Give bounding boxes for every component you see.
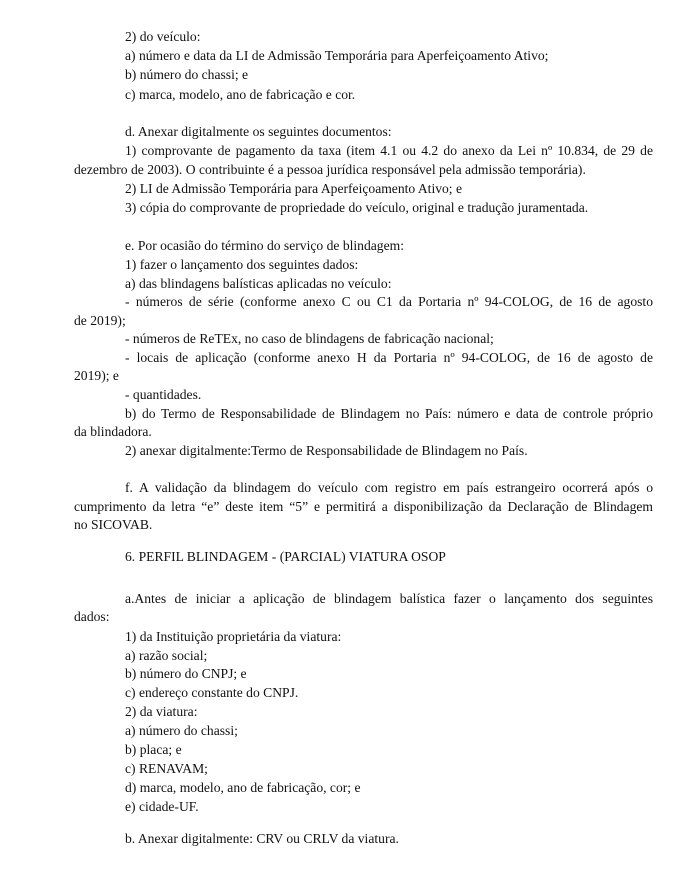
text-line: 3) cópia do comprovante de propriedade do veículo, original e tradução juramentada. bbox=[125, 200, 589, 215]
text-line: b) placa; e bbox=[125, 742, 182, 757]
text-line: c) RENAVAM; bbox=[125, 761, 208, 776]
text-line: a) das blindagens balísticas aplicadas no veículo: bbox=[125, 276, 392, 291]
text-line: d. Anexar digitalmente os seguintes documentos: bbox=[125, 124, 392, 139]
text-line: - números de ReTEx, no caso de blindagens de fabricação nacional; bbox=[125, 331, 494, 346]
text-line: b) do Termo de Responsabilidade de Blindagem no País: número e data de controle próprio bbox=[125, 406, 653, 421]
text-line: e. Por ocasião do término do serviço de blindagem: bbox=[125, 238, 404, 253]
text-line: 1) fazer o lançamento dos seguintes dados: bbox=[125, 257, 359, 272]
text-line: - números de série (conforme anexo C ou C1 da Portaria nº 94-COLOG, de 16 de agosto bbox=[125, 294, 653, 309]
text-line: 1) da Instituição proprietária da viatura: bbox=[125, 629, 342, 644]
text-line: 2019); e bbox=[74, 368, 119, 383]
text-line: - quantidades. bbox=[125, 387, 202, 402]
text-line: a) razão social; bbox=[125, 648, 208, 663]
text-line: no SICOVAB. bbox=[74, 517, 153, 532]
text-line: cumprimento da letra “e” deste item “5” e permitirá a disponibilização da Declaração de Blindagem bbox=[74, 499, 653, 514]
text-line: c) endereço constante do CNPJ. bbox=[125, 685, 299, 700]
text-line: f. A validação da blindagem do veículo com registro em país estrangeiro ocorrerá após o bbox=[125, 480, 653, 495]
text-line: 2) LI de Admissão Temporária para Aperfeiçoamento Ativo; e bbox=[125, 181, 463, 196]
text-line: a) número e data da LI de Admissão Temporária para Aperfeiçoamento Ativo; bbox=[125, 48, 549, 63]
text-line: c) marca, modelo, ano de fabricação e cor. bbox=[125, 87, 356, 102]
text-line: dados: bbox=[74, 609, 110, 624]
text-line: b) número do chassi; e bbox=[125, 67, 249, 82]
section-heading: 6. PERFIL BLINDAGEM - (PARCIAL) VIATURA OSOP bbox=[125, 549, 446, 564]
text-line: b. Anexar digitalmente: CRV ou CRLV da viatura. bbox=[125, 831, 399, 846]
text-line: e) cidade-UF. bbox=[125, 799, 199, 814]
text-line: - locais de aplicação (conforme anexo H da Portaria nº 94-COLOG, de 16 de agosto de bbox=[125, 350, 653, 365]
text-line: 2) da viatura: bbox=[125, 704, 198, 719]
text-line: dezembro de 2003). O contribuinte é a pessoa jurídica responsável pela admissão temporária). bbox=[74, 162, 586, 177]
text-line: a.Antes de iniciar a aplicação de blindagem balística fazer o lançamento dos seguintes bbox=[125, 591, 653, 606]
text-line: 2) do veículo: bbox=[125, 29, 201, 44]
text-line: a) número do chassi; bbox=[125, 723, 238, 738]
text-line: 1) comprovante de pagamento da taxa (item 4.1 ou 4.2 do anexo da Lei nº 10.834, de 29 de bbox=[125, 143, 653, 158]
text-line: 2) anexar digitalmente:Termo de Responsabilidade de Blindagem no País. bbox=[125, 443, 528, 458]
text-line: b) número do CNPJ; e bbox=[125, 666, 247, 681]
text-line: de 2019); bbox=[74, 313, 126, 328]
text-line: d) marca, modelo, ano de fabricação, cor; e bbox=[125, 780, 361, 795]
text-line: da blindadora. bbox=[74, 424, 152, 439]
